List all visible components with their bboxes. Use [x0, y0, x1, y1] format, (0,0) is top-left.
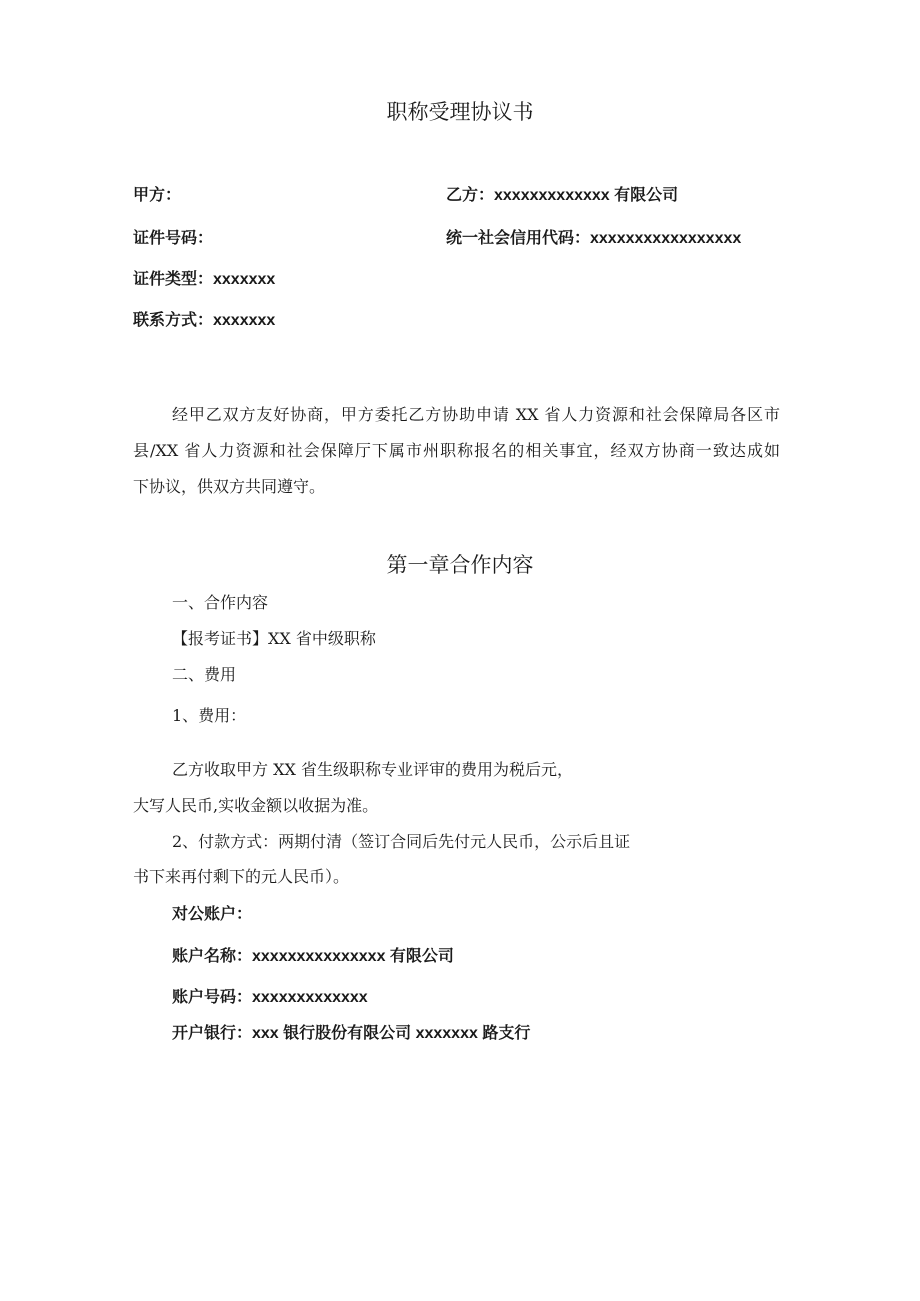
section-fee-heading: 二、费用 — [172, 665, 237, 684]
document-title: 职称受理协议书 — [386, 100, 534, 124]
intro-line-2: 县/XX 省人力资源和社会保障厅下属市州职称报名的相关事宜，经双方协商一致达成如 — [133, 441, 780, 460]
party-a-label: 甲方： — [133, 187, 182, 204]
account-number-field: 账户号码：xxxxxxxxxxxxx — [172, 989, 368, 1006]
fee-line-1: 乙方收取甲方 XX 省生级职称专业评审的费用为税后元， — [172, 760, 573, 779]
intro-line-3: 下协议，供双方共同遵守。 — [133, 477, 326, 496]
fee-line-2: 大写人民币,实收金额以收据为准。 — [133, 796, 379, 815]
credit-code-field: 统一社会信用代码：xxxxxxxxxxxxxxxxx — [446, 230, 742, 247]
payment-line-2: 书下来再付剩下的元人民币）。 — [133, 867, 350, 886]
id-type-field: 证件类型：xxxxxxx — [133, 271, 276, 288]
payment-line-1: 2、付款方式：两期付清（签订合同后先付元人民币，公示后且证 — [172, 832, 631, 851]
party-b-label: 乙方：xxxxxxxxxxxxx 有限公司 — [446, 187, 679, 204]
bank-field: 开户银行：xxx 银行股份有限公司 xxxxxxx 路支行 — [172, 1025, 531, 1042]
chapter-title: 第一章合作内容 — [386, 553, 534, 577]
id-number-field: 证件号码： — [133, 230, 214, 247]
account-name-field: 账户名称：xxxxxxxxxxxxxxx 有限公司 — [172, 948, 454, 965]
certificate-item: 【报考证书】XX 省中级职称 — [172, 629, 376, 648]
fee-label: 1、费用： — [172, 706, 247, 725]
section-cooperation-heading: 一、合作内容 — [172, 593, 269, 612]
contact-field: 联系方式：xxxxxxx — [133, 312, 276, 329]
account-label: 对公账户： — [172, 906, 253, 923]
intro-line-1: 经甲乙双方友好协商，甲方委托乙方协助申请 XX 省人力资源和社会保障局各区市 — [172, 405, 780, 424]
